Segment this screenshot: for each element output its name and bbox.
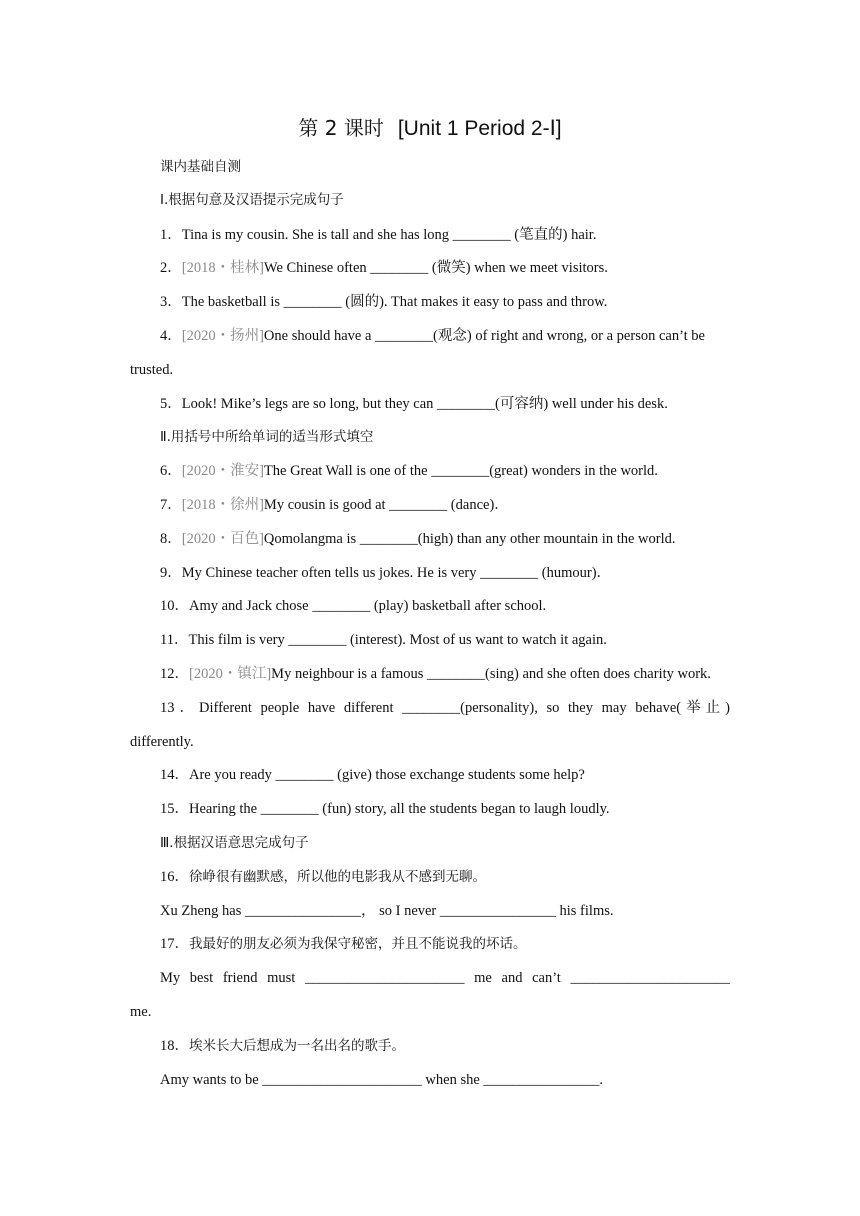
- question-3: [160, 292, 730, 312]
- question-number: 2．: [160, 260, 182, 276]
- question-11: [160, 630, 730, 650]
- question-17-english: My best friend must ______________________ me and can’t ______________________: [160, 970, 730, 986]
- question-text: My neighbour is a famous ________(sing) and she often does charity work.: [271, 666, 711, 682]
- section-1-heading: Ⅰ.根据句意及汉语提示完成句子: [160, 192, 344, 208]
- question-source: [2018・徐州]: [181, 497, 264, 513]
- question-source: [2020・百色]: [181, 531, 264, 547]
- question-number: 9．: [160, 565, 182, 581]
- question-number: 10．: [160, 598, 189, 614]
- question-source: [2020・淮安]: [181, 463, 264, 479]
- section-3-heading: Ⅲ.根据汉语意思完成句子: [160, 835, 309, 851]
- question-source: [2020・扬州]: [181, 328, 264, 344]
- question-17: [160, 934, 730, 954]
- question-14: [160, 765, 730, 785]
- question-4-continuation: trusted.: [130, 362, 174, 378]
- question-8: [160, 529, 730, 549]
- question-text: Different people have different ________(personality), so they may behave(举止): [199, 700, 730, 716]
- question-number: 8．: [160, 531, 182, 547]
- question-number: 4．: [160, 328, 182, 344]
- question-10: [160, 596, 730, 616]
- question-9: [160, 563, 730, 583]
- question-4: [160, 326, 730, 346]
- question-text: Amy and Jack chose ________ (play) basketball after school.: [189, 598, 547, 614]
- section-2-heading: Ⅱ.用括号中所给单词的适当形式填空: [160, 429, 374, 445]
- question-number: 12．: [160, 666, 189, 682]
- page-title: [0, 112, 860, 141]
- question-number: 7．: [160, 497, 182, 513]
- question-number: 14．: [160, 767, 189, 783]
- question-text: The basketball is ________ (圆的). That makes it easy to pass and throw.: [181, 294, 608, 310]
- title-chinese: 第 2 课时: [298, 116, 384, 140]
- question-7: [160, 495, 730, 515]
- question-text: Tina is my cousin. She is tall and she has long ________ (笔直的) hair.: [181, 227, 597, 243]
- question-text: My cousin is good at ________ (dance)．: [263, 497, 509, 513]
- question-number: 17．: [160, 936, 189, 952]
- question-text: My Chinese teacher often tells us jokes. He is very ________ (humour)．: [181, 565, 612, 581]
- question-5: [160, 394, 730, 414]
- question-text: We Chinese often ________ (微笑) when we meet visitors.: [263, 260, 608, 276]
- question-18-english: Amy wants to be ______________________ when she ________________.: [160, 1072, 604, 1088]
- question-text: This film is very ________ (interest). Most of us want to watch it again.: [188, 632, 607, 648]
- question-number: 18．: [160, 1038, 189, 1054]
- question-text: Qomolangma is ________(high) than any other mountain in the world.: [263, 531, 676, 547]
- question-number: 1．: [160, 227, 182, 243]
- question-13-continuation: differently.: [130, 734, 194, 750]
- question-text: Hearing the ________ (fun) story, all the students began to laugh loudly.: [189, 801, 610, 817]
- question-18: [160, 1036, 730, 1056]
- question-15: [160, 799, 730, 819]
- question-source: [2018・桂林]: [181, 260, 264, 276]
- question-number: 11．: [160, 632, 189, 648]
- question-source: [2020・镇江]: [189, 666, 272, 682]
- question-text: Are you ready ________ (give) those exchange students some help?: [189, 767, 585, 783]
- question-16-english: Xu Zheng has ________________， so I never ________________ his films.: [160, 903, 614, 919]
- question-17-continuation: me.: [130, 1004, 152, 1020]
- question-number: 15．: [160, 801, 189, 817]
- question-2: [160, 258, 730, 278]
- question-text: One should have a ________(观念) of right and wrong, or a person can’t be: [263, 328, 705, 344]
- question-chinese: 我最好的朋友必须为我保守秘密，并且不能说我的坏话。: [189, 936, 527, 952]
- question-16: [160, 867, 730, 887]
- subtitle: 课内基础自测: [160, 159, 241, 175]
- question-13: [160, 698, 730, 718]
- question-number: 5．: [160, 396, 182, 412]
- question-chinese: 徐峥很有幽默感，所以他的电影我从不感到无聊。: [189, 869, 486, 885]
- question-number: 16．: [160, 869, 189, 885]
- question-1: [160, 225, 730, 245]
- title-unit: [Unit 1 Period 2-Ⅰ]: [397, 117, 562, 140]
- question-6: [160, 461, 730, 481]
- question-number: 3．: [160, 294, 182, 310]
- question-number: 13．: [160, 700, 200, 716]
- question-12: [160, 664, 730, 684]
- question-text: The Great Wall is one of the ________(great) wonders in the world.: [263, 463, 658, 479]
- question-number: 6．: [160, 463, 182, 479]
- question-text: Look! Mike’s legs are so long, but they can ________(可容纳) well under his desk.: [181, 396, 668, 412]
- question-chinese: 埃米长大后想成为一名出名的歌手。: [189, 1038, 405, 1054]
